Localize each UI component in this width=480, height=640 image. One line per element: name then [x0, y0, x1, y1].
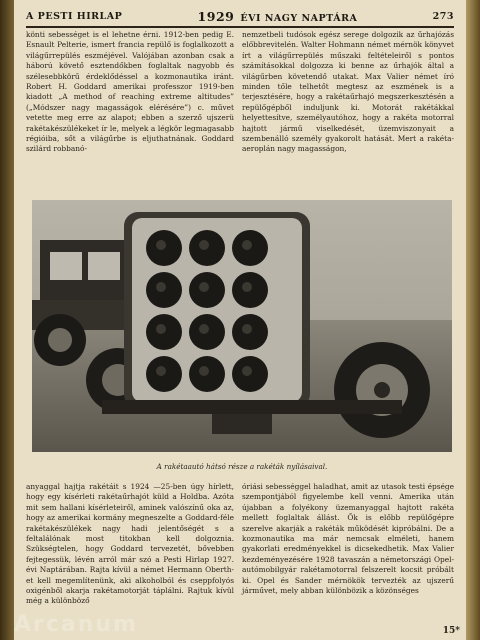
- paragraph: nemzetbeli tudósok egész serege dolgozik az űrhajózás előbbrevitelén. Walter Hohmann német mérnök könyvet írt a világűrrepülés műszaki feltételeiről s pontos számításokkal dolgozza ki benne az űrhajók által a világűrben követendő utakat. Max Valier német író minden tőle telhetőt megtesz az eszmének is a terjesztésére, hogy a rakétaűrhajó megszerkesztésén a repülőgépből induljunk ki. Motorát rakétákkal helyettesítve, személyautóhoz, hogy a rakéta motorral hajtott jármű viselkedését, üzemviszonyait a szembenálló személy gyakorolt hatását. Mert a rakéta-aeroplán nagy magasságon,: [242, 30, 454, 154]
- paragraph: anyaggal hajtja rakétáit s 1924 —25-ben úgy hírlett, hogy egy kísérleti rakétaűrhajót küld a Holdba. Azóta mit sem hallani kísérleteiről, aminek valószínű oka az, hogy az amerikai kormány megneszelte a Goddard-féle rakétakészülékek nagy hadi jelentőségét s a feltalálónak most titokban kell dolgoznia. Szükségtelen, hogy Goddard tervezetét, bővebben fejtegessük, lévén arról már szó a Pesti Hirlap 1927. évi Naptárában. Rajta kívül a német Hermann Oberth-et kell megemlítenünk, aki alkoholból és cseppfolyós oxigénből akarja rakétamotorját táplálni. Rajtuk kívül még a különböző: [26, 482, 234, 606]
- left-column-bottom: [26, 482, 234, 607]
- rocket-nozzle-highlight: [199, 240, 209, 250]
- rocket-nozzle-highlight: [156, 324, 166, 334]
- rocket-nozzle-highlight: [156, 240, 166, 250]
- book-edge: [466, 0, 480, 640]
- rocket-car-illustration: [32, 200, 452, 452]
- rocket-car-photo: [32, 200, 452, 452]
- book-page: [14, 0, 466, 640]
- rocket-nozzle-highlight: [156, 282, 166, 292]
- book-gutter: [0, 0, 14, 640]
- rocket-nozzle-highlight: [199, 282, 209, 292]
- header-page-number: 273: [432, 10, 454, 22]
- right-column-top: [242, 30, 454, 155]
- rocket-nozzle-highlight: [242, 324, 252, 334]
- paragraph: óriási sebességgel haladhat, amit az utasok testi épsége szempontjából figyelembe kell venni. Amerika után újabban a folyékony üzemanyaggal hajtott rakéta mellett foglaltak állást. Ők is előbb repülőgépre szerelve akarják a rakéták működését kipróbálni. De a kozmonautika ma már nemcsak elméleti, hanem gyakorlati eredményekkel is dicsekedhetik. Max Valier kezdeményezésére 1928 tavaszán a németországi Opel-autómobilgyár rakétamotorral felszerelt kocsit próbált ki. Opel és Sander mérnökök tervezték az ujszerű járművet, mely abban különbözik a közönséges: [242, 482, 454, 596]
- rocket-nozzle-highlight: [199, 324, 209, 334]
- header-year: 1929: [197, 8, 235, 24]
- header-subtitle: ÉVI NAGY NAPTÁRA: [240, 12, 358, 24]
- footer-page-number: 15*: [442, 626, 460, 636]
- photo-caption: A rakétaautó hátsó része a rakéták nyílásaival.: [156, 462, 328, 471]
- left-column-top: [26, 30, 234, 155]
- paragraph: könti sebességet is el lehetne érni. 1912-ben pedig E. Esnault Pelterie, ismert francia repülő is foglalkozott a világűrrepülés eszméjével. Valójában azonban csak a háború követő esztendőkben foglaltak nagyobb és szélesebbkörű érdeklődéssel a kozmonautika iránt. Robert H. Goddard amerikai professzor 1919-ben kiadott „A method of reaching extreme altitudes” („Módszer nagy magasságok elérésére”) c. művet vetette meg erre az alapot; ebben a szerző ujszerü rakétakészülékeket ír le, melyek a légkör legmagasabb régióiba, sőt a világűrbe is eljuthatnának. Goddard szilárd robbanó-: [26, 30, 234, 154]
- watermark-logo: Arcanum: [14, 612, 139, 637]
- header-publication: A PESTI HIRLAP: [26, 10, 123, 22]
- rocket-nozzle-highlight: [242, 282, 252, 292]
- rocket-nozzle-highlight: [242, 366, 252, 376]
- rocket-nozzle-highlight: [199, 366, 209, 376]
- right-column-bottom: [242, 482, 454, 596]
- rocket-nozzle-highlight: [242, 240, 252, 250]
- running-header: [26, 8, 454, 24]
- header-rule: [26, 26, 454, 28]
- rocket-nozzle-highlight: [156, 366, 166, 376]
